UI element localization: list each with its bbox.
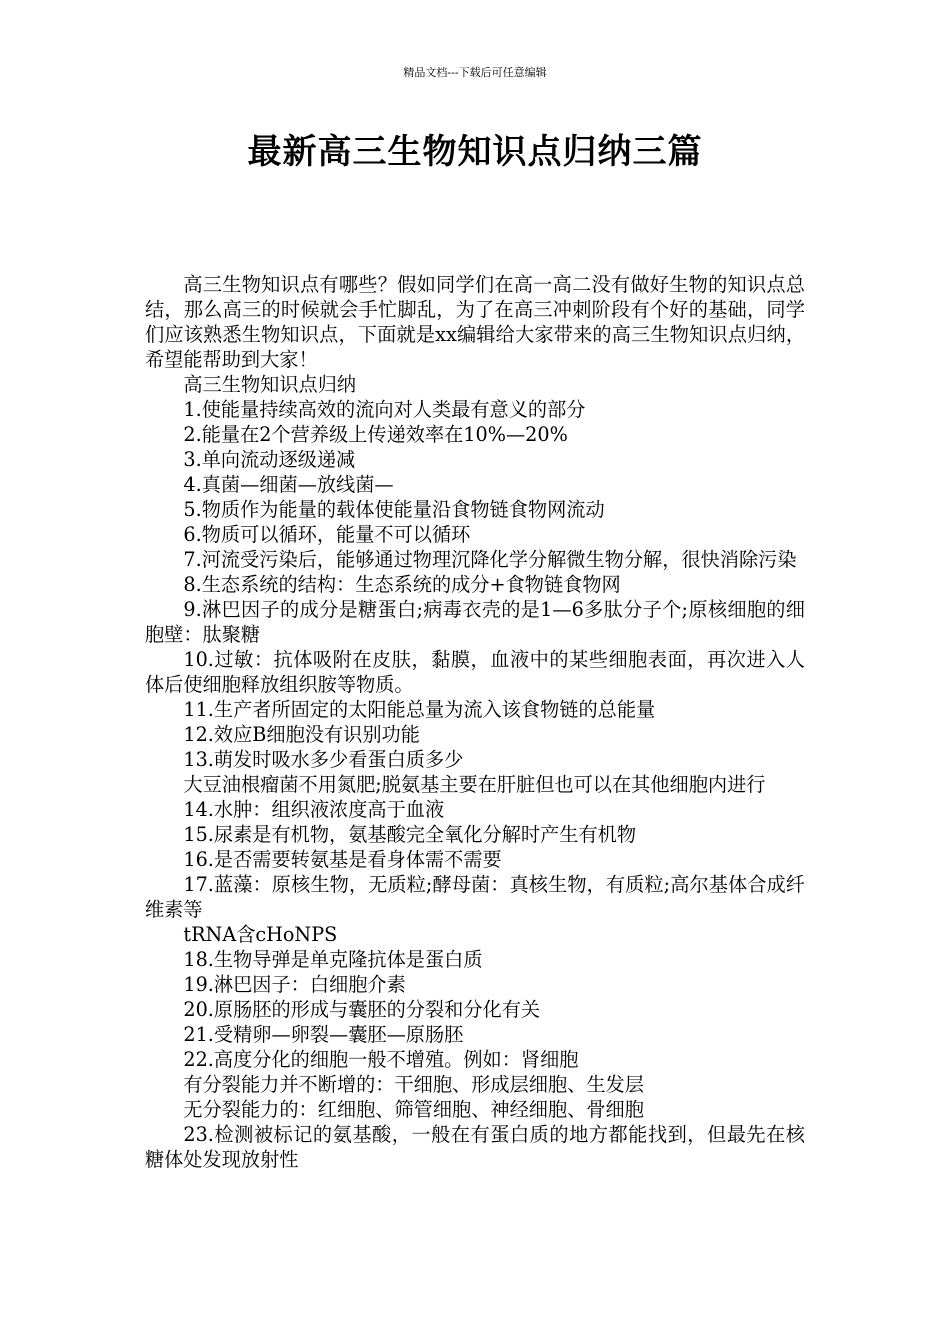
header-note: 精品文档---下载后可任意编辑 [403, 66, 547, 79]
body-paragraph: 6.物质可以循环，能量不可以循环 [183, 523, 471, 546]
body-paragraph: 15.尿素是有机物，氨基酸完全氧化分解时产生有机物 [183, 823, 637, 846]
body-paragraph: 2.能量在2个营养级上传递效率在10%—20% [183, 423, 568, 446]
body-paragraph: 7.河流受污染后，能够通过物理沉降化学分解微生物分解，很快消除污染 [183, 548, 797, 571]
body-paragraph: 5.物质作为能量的载体使能量沿食物链食物网流动 [183, 498, 605, 521]
document-body [145, 272, 805, 1172]
body-paragraph: 高三生物知识点有哪些？假如同学们在高一高二没有做好生物的知识点总结，那么高三的时候就会手忙脚乱，为了在高三冲刺阶段有个好的基础，同学们应该熟悉生物知识点，下面就是xx编辑给大家带来的高三生物知识点归纳，希望能帮助到大家！ [145, 273, 805, 371]
body-paragraph: 23.检测被标记的氨基酸，一般在有蛋白质的地方都能找到，但最先在核糖体处发现放射性 [145, 1123, 805, 1171]
body-paragraph: 有分裂能力并不断增的：干细胞、形成层细胞、生发层 [183, 1073, 644, 1096]
body-paragraph: 14.水肿：组织液浓度高于血液 [183, 798, 445, 821]
body-paragraph: 8.生态系统的结构：生态系统的成分+食物链食物网 [183, 573, 621, 596]
body-paragraph: 9.淋巴因子的成分是糖蛋白;病毒衣壳的是1—6多肽分子个;原核细胞的细胞壁：肽聚糖 [145, 598, 805, 646]
body-paragraph: 高三生物知识点归纳 [183, 373, 357, 396]
body-paragraph: 17.蓝藻：原核生物，无质粒;酵母菌：真核生物，有质粒;高尔基体合成纤维素等 [145, 873, 805, 921]
body-paragraph: 3.单向流动逐级递减 [183, 448, 356, 471]
document-title: 最新高三生物知识点归纳三篇 [247, 132, 703, 172]
body-paragraph: 19.淋巴因子：白细胞介素 [183, 973, 406, 996]
body-paragraph: 4.真菌—细菌—放线菌— [183, 473, 394, 496]
body-paragraph: tRNA含cHoNPS [183, 923, 338, 946]
body-paragraph: 11.生产者所固定的太阳能总量为流入该食物链的总能量 [183, 698, 656, 721]
body-paragraph: 10.过敏：抗体吸附在皮肤，黏膜，血液中的某些细胞表面，再次进入人体后使细胞释放组织胺等物质。 [145, 648, 805, 696]
body-paragraph: 21.受精卵—卵裂—囊胚—原肠胚 [183, 1023, 464, 1046]
body-paragraph: 13.萌发时吸水多少看蛋白质多少 [183, 748, 464, 771]
body-paragraph: 大豆油根瘤菌不用氮肥;脱氨基主要在肝脏但也可以在其他细胞内进行 [183, 773, 766, 796]
body-paragraph: 12.效应B细胞没有识别功能 [183, 723, 420, 746]
body-paragraph: 20.原肠胚的形成与囊胚的分裂和分化有关 [183, 998, 541, 1021]
body-paragraph: 16.是否需要转氨基是看身体需不需要 [183, 848, 502, 871]
body-paragraph: 22.高度分化的细胞一般不增殖。例如：肾细胞 [183, 1048, 579, 1071]
body-paragraph: 无分裂能力的：红细胞、筛管细胞、神经细胞、骨细胞 [183, 1098, 644, 1121]
body-paragraph: 1.使能量持续高效的流向对人类最有意义的部分 [183, 398, 586, 421]
body-paragraph: 18.生物导弹是单克隆抗体是蛋白质 [183, 948, 483, 971]
